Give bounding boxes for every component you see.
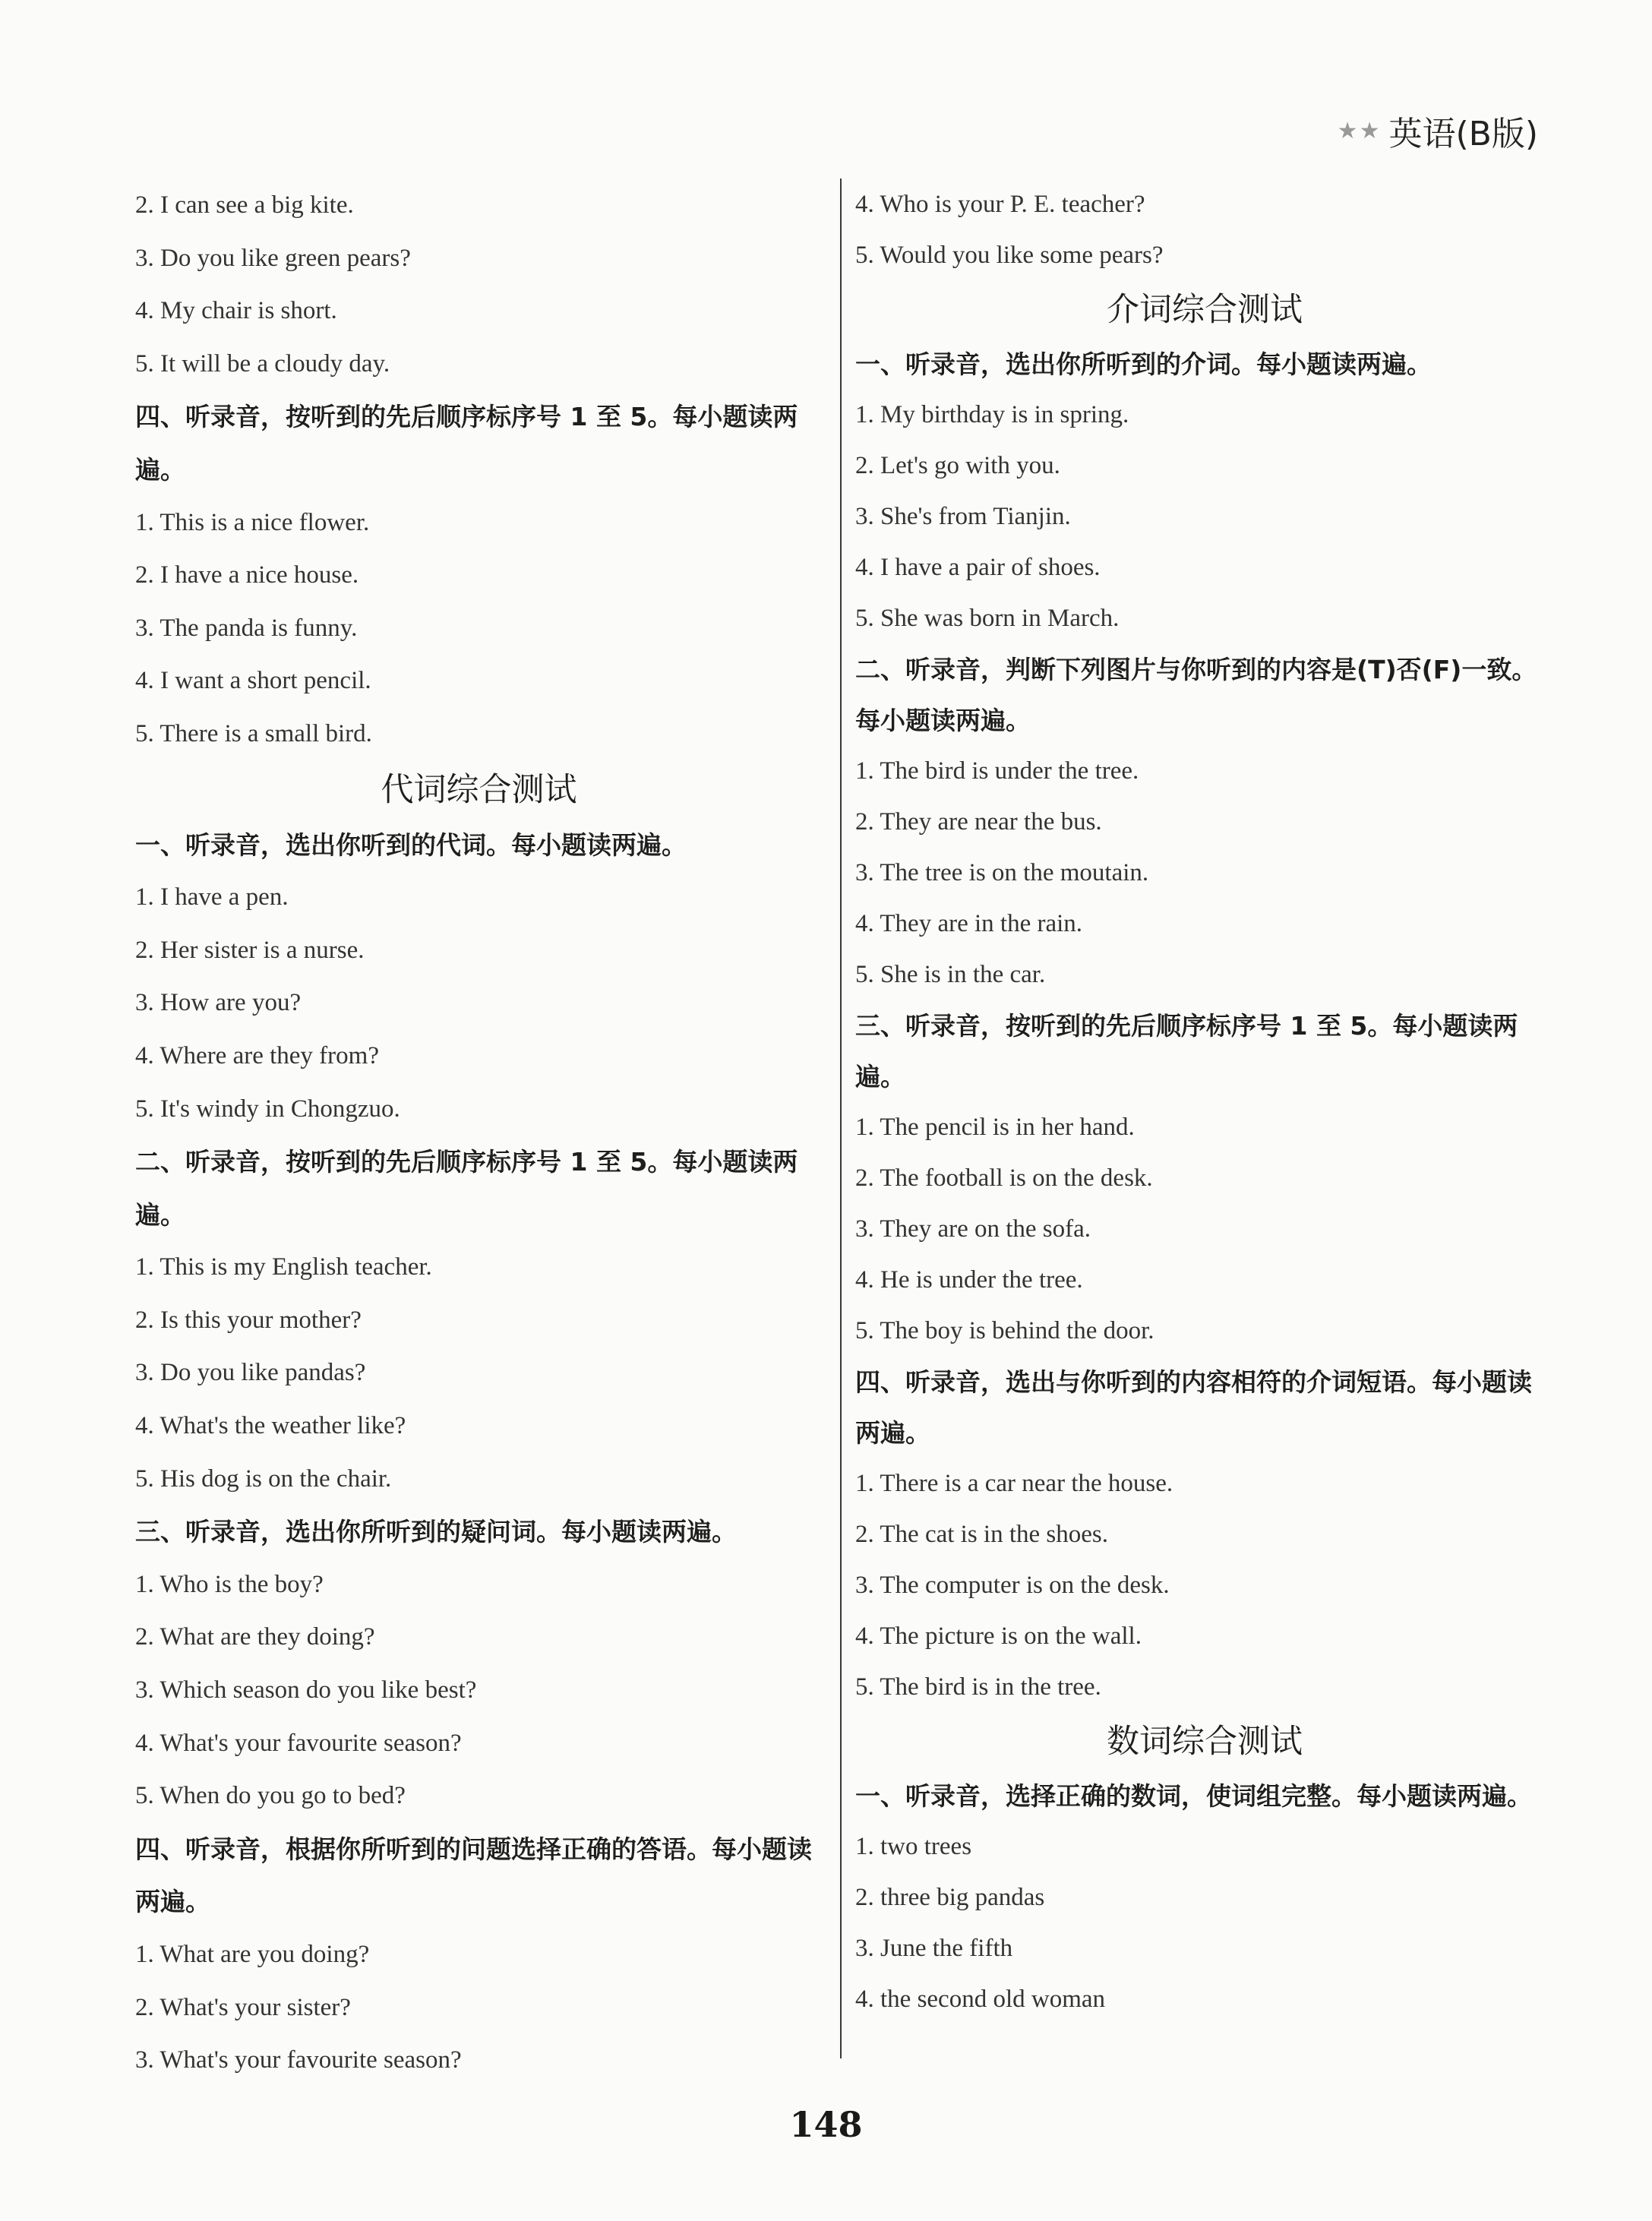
transcript-line: 2. Is this your mother? <box>135 1306 362 1334</box>
header-title: 英语(B版) <box>1388 115 1538 153</box>
transcript-line: 4. Who is your P. E. teacher? <box>855 191 1145 218</box>
question-instruction: 一、听录音，选出你所听到的介词。每小题读两遍。 <box>855 349 1432 379</box>
transcript-line: 3. They are on the sofa. <box>855 1215 1091 1243</box>
right-column <box>855 179 1554 2025</box>
transcript-line: 5. The bird is in the tree. <box>855 1673 1101 1701</box>
transcript-line: 3. How are you? <box>135 989 302 1017</box>
transcript-line: 4. They are in the rain. <box>855 910 1083 937</box>
section-title: 介词综合测试 <box>1107 291 1303 329</box>
transcript-line: 4. I want a short pencil. <box>135 667 371 695</box>
question-instruction: 一、听录音，选出你听到的代词。每小题读两遍。 <box>135 829 687 860</box>
transcript-line: 4. What's your favourite season? <box>135 1729 462 1757</box>
question-instruction: 四、听录音，按听到的先后顺序标序号 1 至 5。每小题读两遍。 <box>135 402 798 485</box>
transcript-line: 1. The pencil is in her hand. <box>855 1114 1135 1141</box>
transcript-line: 2. Her sister is a nurse. <box>135 936 365 964</box>
transcript-line: 3. The tree is on the moutain. <box>855 859 1149 886</box>
question-instruction: 二、听录音，判断下列图片与你听到的内容是(T)否(F)一致。每小题读两遍。 <box>855 655 1537 735</box>
transcript-line: 4. I have a pair of shoes. <box>855 554 1101 581</box>
transcript-line: 2. They are near the bus. <box>855 808 1102 836</box>
transcript-line: 4. the second old woman <box>855 1986 1106 2013</box>
page-header <box>1338 106 1538 155</box>
transcript-line: 1. Who is the boy? <box>135 1570 324 1598</box>
transcript-line: 2. What are they doing? <box>135 1623 375 1651</box>
transcript-line: 1. There is a car near the house. <box>855 1470 1173 1497</box>
transcript-line: 4. My chair is short. <box>135 297 337 325</box>
transcript-line: 1. I have a pen. <box>135 883 289 911</box>
transcript-line: 5. Would you like some pears? <box>855 242 1164 269</box>
transcript-line: 3. June the fifth <box>855 1935 1013 1962</box>
transcript-line: 1. This is my English teacher. <box>135 1253 432 1281</box>
transcript-line: 4. What's the weather like? <box>135 1412 406 1440</box>
section-title: 代词综合测试 <box>381 770 577 809</box>
transcript-line: 1. two trees <box>855 1833 972 1860</box>
transcript-line: 4. Where are they from? <box>135 1041 379 1069</box>
question-instruction: 三、听录音，按听到的先后顺序标序号 1 至 5。每小题读两遍。 <box>855 1011 1518 1092</box>
question-instruction: 三、听录音，选出你所听到的疑问词。每小题读两遍。 <box>135 1517 737 1547</box>
transcript-line: 2. The football is on the desk. <box>855 1164 1153 1192</box>
question-instruction: 四、听录音，根据你所听到的问题选择正确的答语。每小题读两遍。 <box>135 1834 812 1917</box>
transcript-line: 2. What's your sister? <box>135 1993 351 2021</box>
star-icon: ★★ <box>1337 117 1382 144</box>
transcript-line: 2. Let's go with you. <box>855 452 1060 479</box>
page-number: 148 <box>789 2104 863 2145</box>
transcript-line: 5. When do you go to bed? <box>135 1782 406 1810</box>
section-title: 数词综合测试 <box>1107 1723 1303 1761</box>
transcript-line: 1. The bird is under the tree. <box>855 757 1139 785</box>
transcript-line: 5. It will be a cloudy day. <box>135 349 390 378</box>
transcript-line: 5. It's windy in Chongzuo. <box>135 1095 400 1123</box>
transcript-line: 5. She is in the car. <box>855 961 1046 988</box>
transcript-line: 5. His dog is on the chair. <box>135 1464 392 1493</box>
left-column <box>135 179 823 2087</box>
transcript-line: 3. The panda is funny. <box>135 614 358 642</box>
transcript-line: 3. Do you like pandas? <box>135 1359 366 1387</box>
transcript-line: 2. The cat is in the shoes. <box>855 1521 1108 1548</box>
transcript-line: 5. There is a small bird. <box>135 719 372 747</box>
question-instruction: 二、听录音，按听到的先后顺序标序号 1 至 5。每小题读两遍。 <box>135 1147 798 1230</box>
transcript-line: 2. three big pandas <box>855 1884 1045 1911</box>
transcript-line: 3. She's from Tianjin. <box>855 503 1071 530</box>
transcript-line: 1. My birthday is in spring. <box>855 401 1129 428</box>
transcript-line: 3. Do you like green pears? <box>135 244 411 272</box>
transcript-line: 2. I have a nice house. <box>135 561 359 589</box>
column-divider <box>840 179 842 2058</box>
transcript-line: 1. This is a nice flower. <box>135 508 370 536</box>
transcript-line: 2. I can see a big kite. <box>135 191 354 219</box>
transcript-line: 1. What are you doing? <box>135 1941 370 1968</box>
question-instruction: 一、听录音，选择正确的数词，使词组完整。每小题读两遍。 <box>855 1781 1532 1811</box>
transcript-line: 4. He is under the tree. <box>855 1266 1083 1294</box>
transcript-line: 3. The computer is on the desk. <box>855 1572 1170 1599</box>
transcript-line: 5. She was born in March. <box>855 605 1120 632</box>
question-instruction: 四、听录音，选出与你听到的内容相符的介词短语。每小题读两遍。 <box>855 1367 1532 1448</box>
transcript-line: 4. The picture is on the wall. <box>855 1622 1142 1650</box>
transcript-line: 3. Which season do you like best? <box>135 1676 477 1704</box>
transcript-line: 5. The boy is behind the door. <box>855 1317 1155 1344</box>
transcript-line: 3. What's your favourite season? <box>135 2046 462 2074</box>
